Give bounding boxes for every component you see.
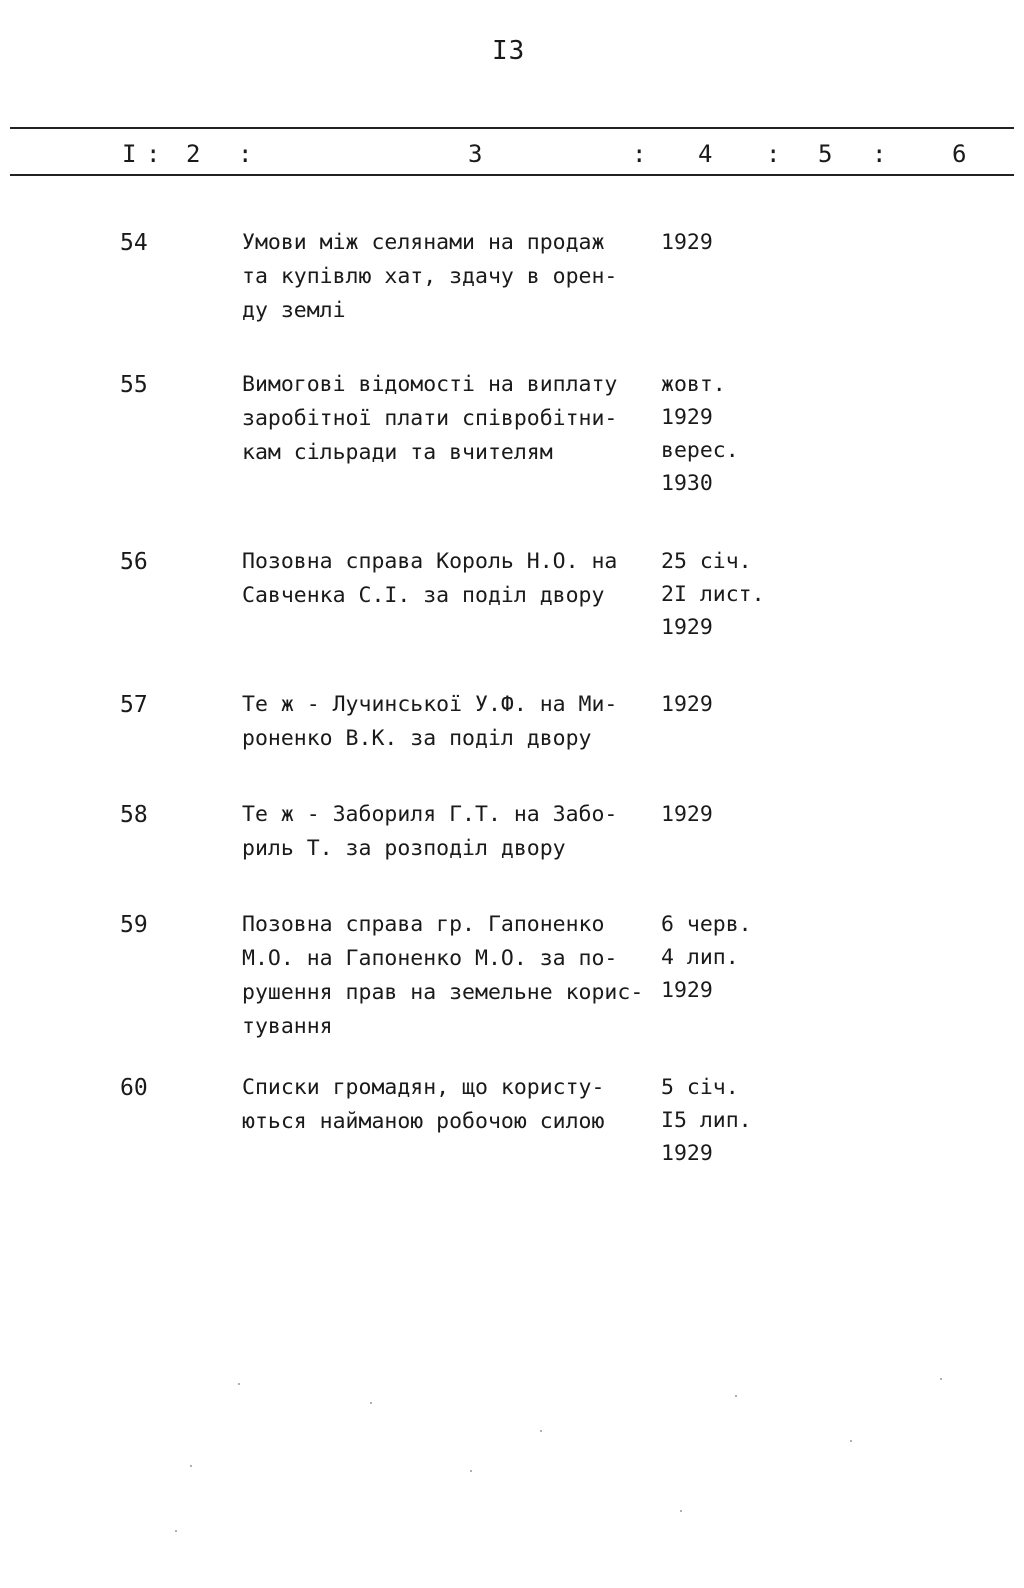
row-date: 1929 (661, 978, 713, 1003)
row-number: 58 (120, 802, 148, 828)
row-description: Позовна справа гр. Гапоненко М.О. на Гапоненко М.О. за по- рушення прав на земельне корис- тування (242, 912, 644, 1039)
page-number: I3 (492, 36, 526, 66)
header-separator: : (872, 140, 887, 168)
row-dates (661, 688, 811, 721)
row-date: 25 січ. (661, 549, 752, 574)
row-date: 1930 (661, 471, 713, 496)
header-col-2: 2 (186, 140, 201, 168)
paper-speck (940, 1378, 942, 1380)
header-col-5: 5 (818, 140, 833, 168)
row-dates (661, 798, 811, 831)
row-description: Списки громадян, що користу- ються найманою робочою силою (242, 1075, 605, 1134)
header-col-1: I (122, 140, 137, 168)
row-number: 56 (120, 549, 148, 575)
row-date: 5 січ. (661, 1075, 739, 1100)
row-dates (661, 908, 811, 1007)
row-date: 6 черв. (661, 912, 752, 937)
row-date: жовт. (661, 372, 726, 397)
row-description: Вимогові відомості на виплату заробітної плати співробітни- кам сільради та вчителям (242, 372, 618, 465)
row-description: Позовна справа Король Н.О. на Савченка С.І. за поділ двору (242, 549, 618, 608)
header-separator: : (632, 140, 647, 168)
row-date: 2I лист. (661, 582, 765, 607)
header-col-6: 6 (952, 140, 967, 168)
header-separator: : (146, 140, 161, 168)
paper-speck (540, 1430, 542, 1432)
header-bottom-rule (10, 174, 1014, 176)
header-top-rule (10, 127, 1014, 129)
paper-speck (735, 1395, 737, 1397)
paper-speck (470, 1470, 472, 1472)
row-dates (661, 1071, 811, 1170)
row-date: 4 лип. (661, 945, 739, 970)
paper-speck (238, 1383, 240, 1385)
row-date: I5 лип. (661, 1108, 752, 1133)
row-number: 59 (120, 912, 148, 938)
row-date: 1929 (661, 615, 713, 640)
paper-speck (190, 1465, 192, 1467)
header-col-4: 4 (698, 140, 713, 168)
row-number: 55 (120, 372, 148, 398)
row-number: 60 (120, 1075, 148, 1101)
row-dates (661, 226, 811, 259)
paper-speck (370, 1402, 372, 1404)
header-separator: : (766, 140, 781, 168)
row-date: 1929 (661, 692, 713, 717)
row-description: Те ж - Лучинської У.Ф. на Ми- роненко В.К. за поділ двору (242, 692, 618, 751)
row-date: 1929 (661, 802, 713, 827)
row-number: 57 (120, 692, 148, 718)
row-dates (661, 545, 811, 644)
row-date: 1929 (661, 405, 713, 430)
header-separator: : (238, 140, 253, 168)
row-date: 1929 (661, 1141, 713, 1166)
row-date: верес. (661, 438, 739, 463)
row-description: Те ж - Забориля Г.Т. на Забо- риль Т. за розподіл двору (242, 802, 618, 861)
paper-speck (175, 1530, 177, 1532)
row-dates (661, 368, 811, 500)
paper-speck (680, 1510, 682, 1512)
paper-speck (850, 1440, 852, 1442)
row-date: 1929 (661, 230, 713, 255)
row-description: Умови між селянами на продаж та купівлю хат, здачу в орен- ду землі (242, 230, 618, 323)
header-col-3: 3 (468, 140, 483, 168)
row-number: 54 (120, 230, 148, 256)
